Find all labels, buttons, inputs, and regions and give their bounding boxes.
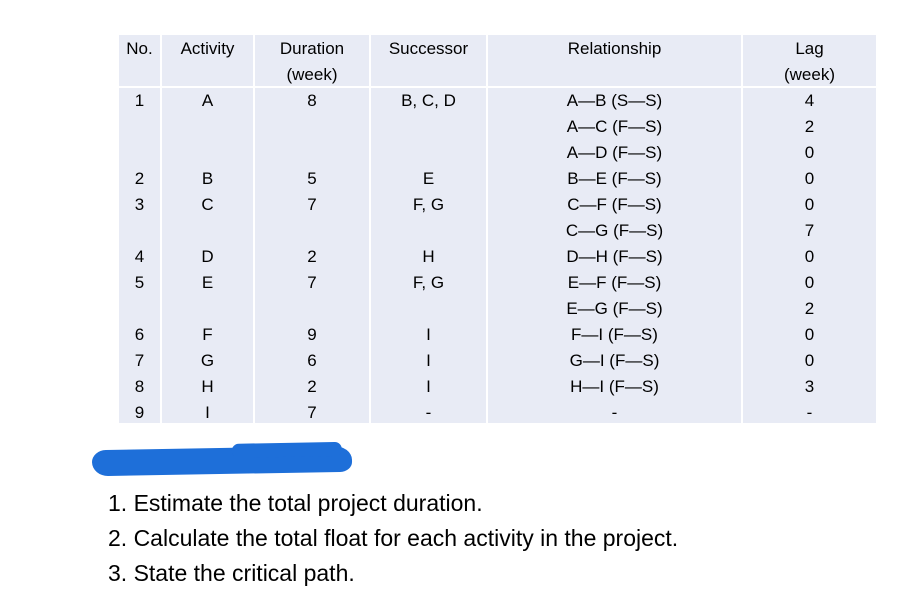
successor-column: B, C, D E F, G H F, G I I I - (401, 91, 456, 422)
activity-column: A B C D E F G H I (200, 91, 215, 422)
header-lag: Lag (week) (783, 39, 835, 84)
redaction-scribble (92, 446, 352, 477)
no-column: 1 2 3 4 5 6 7 8 9 (134, 91, 145, 422)
questions-list (108, 486, 678, 591)
header-duration: Duration (week) (279, 39, 345, 84)
header-successor: Successor (388, 39, 469, 58)
question-3: 3. State the critical path. (108, 560, 355, 586)
header-no: No. (126, 39, 153, 58)
lag-column: 4 2 0 0 0 7 0 0 2 0 0 3 - (804, 91, 815, 422)
question-2: 2. Calculate the total float for each activity in the project. (108, 525, 679, 551)
activity-table (119, 35, 876, 423)
duration-column: 8 5 7 2 7 9 6 2 7 (307, 91, 317, 422)
question-1: 1. Estimate the total project duration. (108, 490, 483, 516)
relationship-column: A—B (S—S) A—C (F—S) A—D (F—S) B—E (F—S) C—F (F—S) C—G (F—S) D—H (F—S) E—F (F—S) E—G (F—S) F—I (F—S) G—I (F—S) H—I (F—S) - (565, 91, 664, 422)
header-activity: Activity (180, 39, 235, 58)
header-relationship: Relationship (567, 39, 662, 58)
